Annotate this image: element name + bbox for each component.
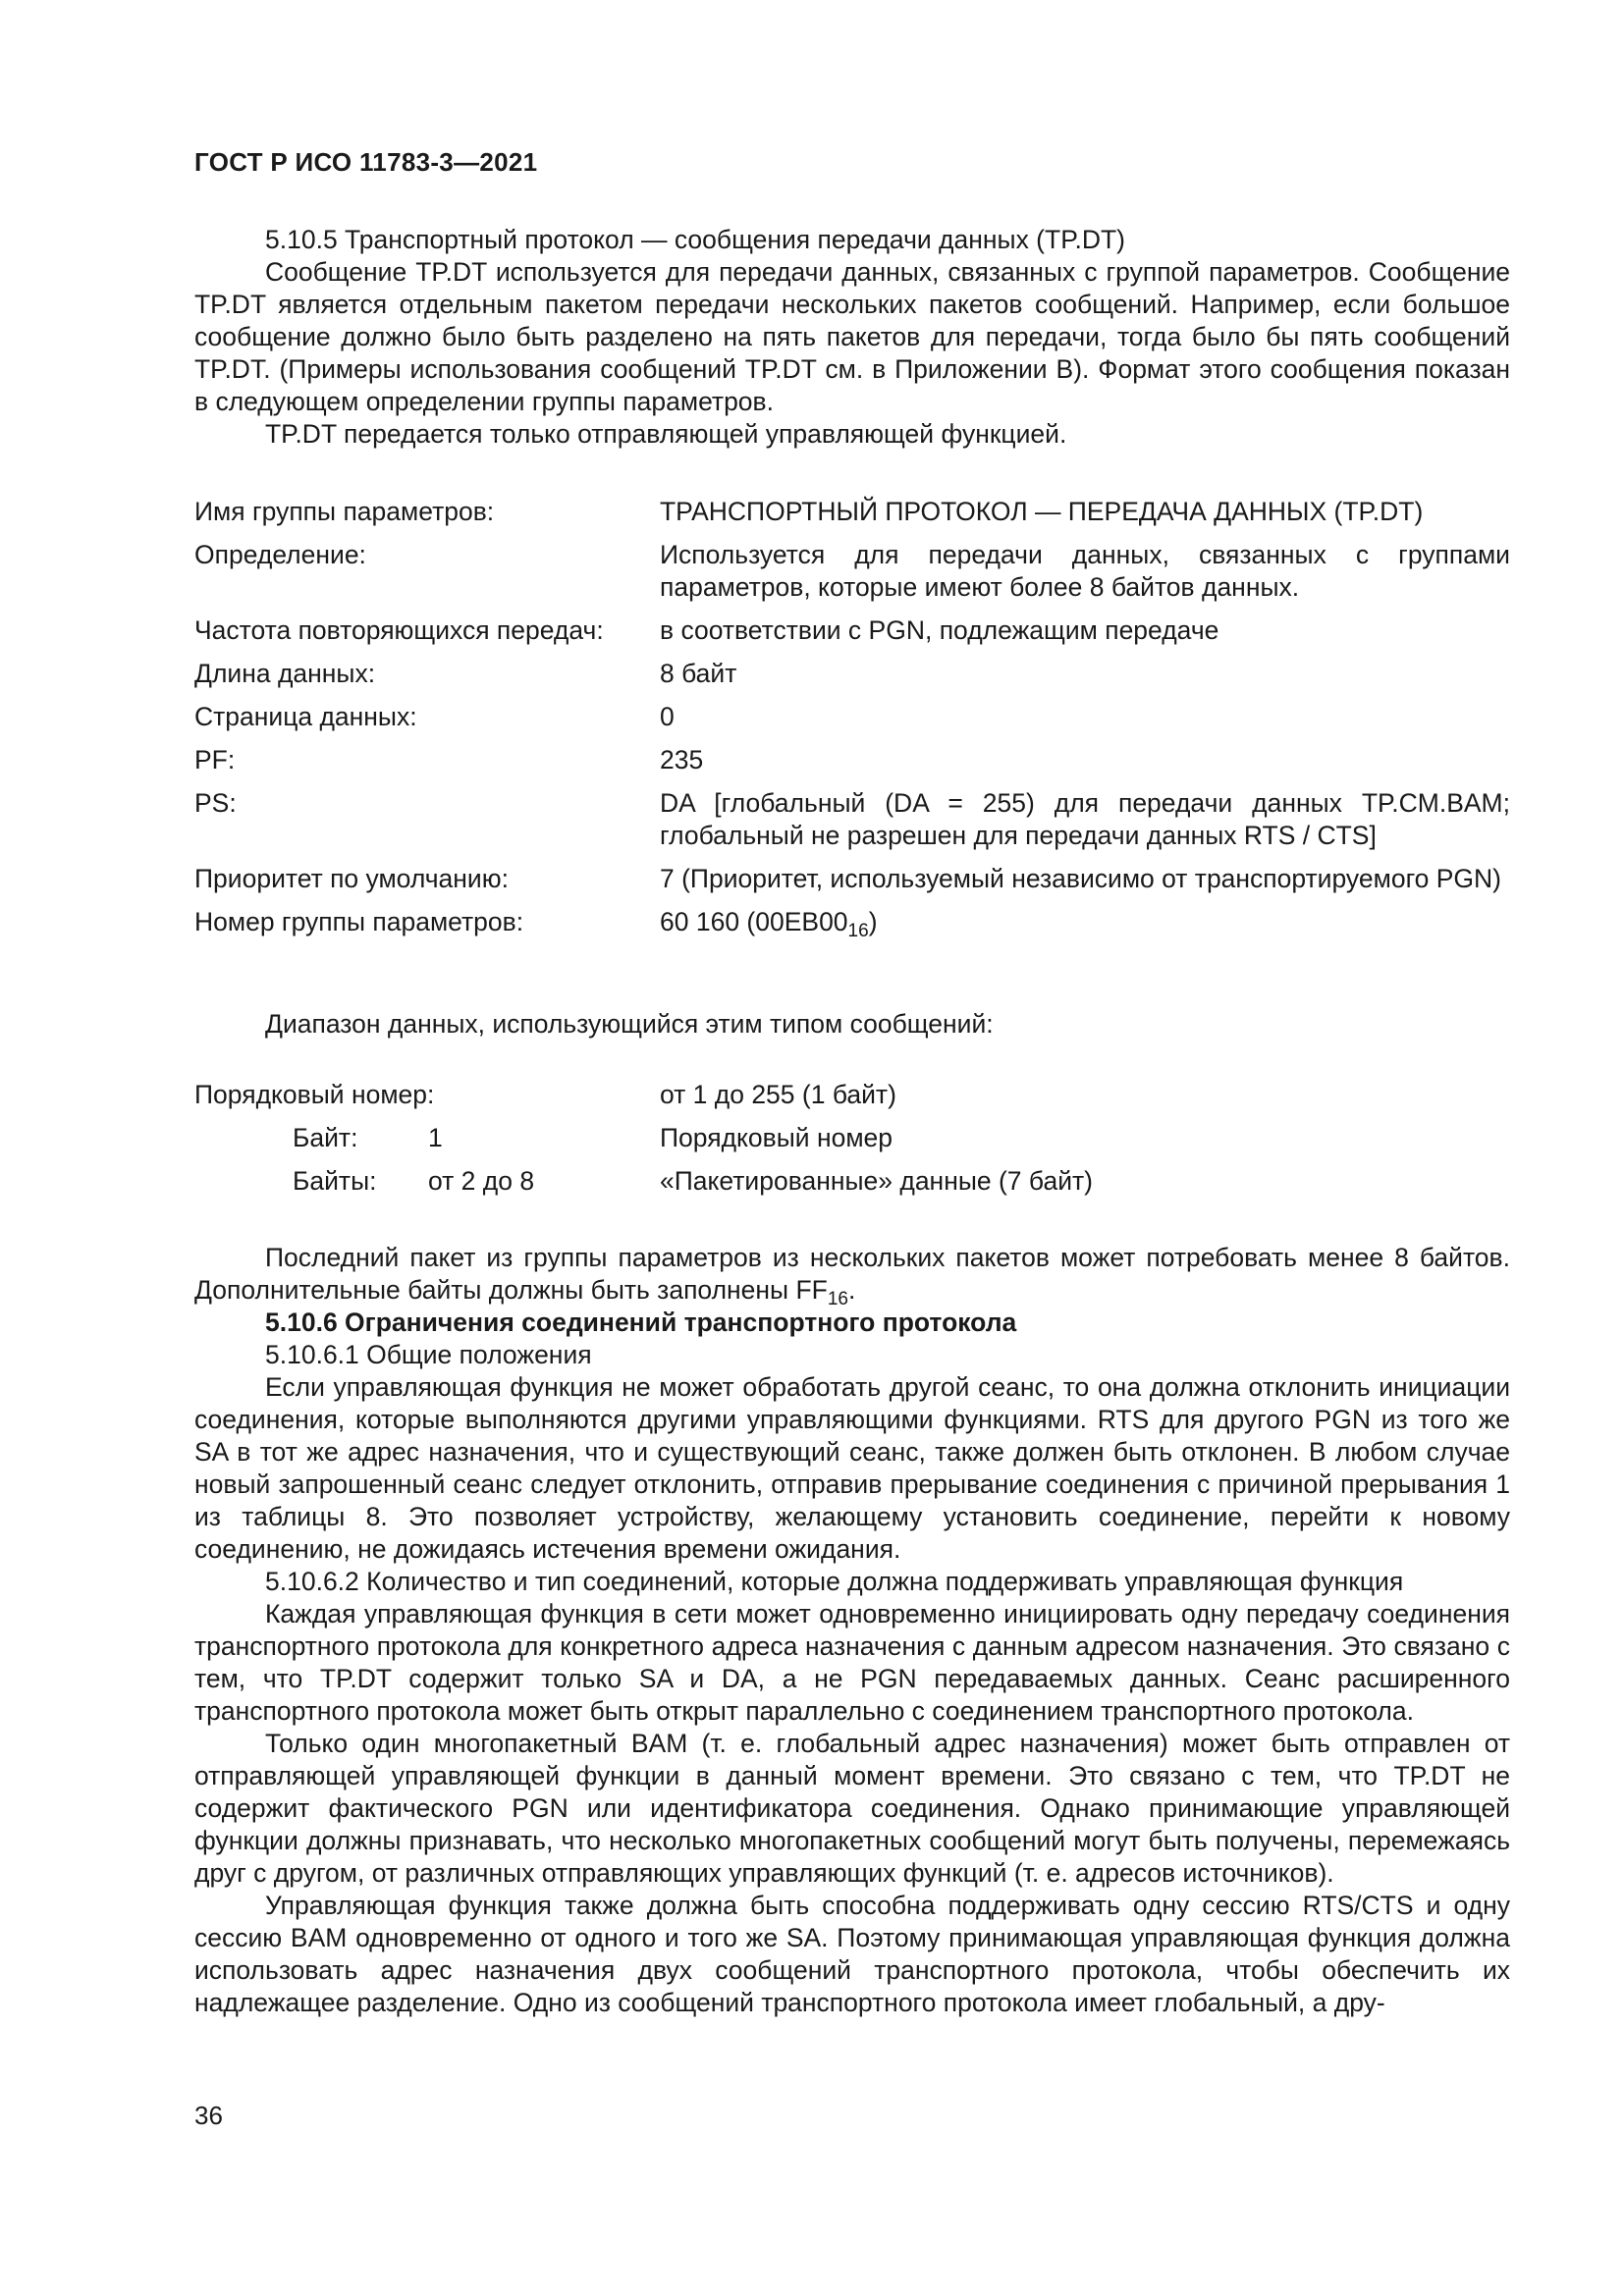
definition-value-pgn [660,906,1510,949]
document-header: ГОСТ Р ИСО 11783-3—2021 [194,147,538,177]
definition-key: Страница данных: [194,702,417,731]
definition-row [194,744,1510,787]
definition-value: в соответствии с PGN, подлежащим передаче [660,615,1219,645]
definition-row [194,614,1510,658]
paragraph-tpdt-sender: TP.DT передается только отправляющей управляющей функцией. [265,419,1067,449]
section-heading-5106: 5.10.6 Ограничения соединений транспортного протокола [265,1308,1017,1337]
definition-key: Приоритет по умолчанию: [194,864,509,893]
definition-key: Имя группы параметров: [194,497,495,526]
bytes-label: Байты: [293,1166,377,1196]
last-packet-tail: . [847,1275,856,1305]
definition-value: ТРАНСПОРТНЫЙ ПРОТОКОЛ — ПЕРЕДАЧА ДАННЫХ (TP.DT) [660,497,1424,526]
last-packet-text: Последний пакет из группы параметров из нескольких пакетов может потребовать менее 8 байтов. Дополнительные байты должны быть заполнены FF [194,1243,1510,1305]
definition-table [194,496,1510,949]
definition-key: Определение: [194,540,366,569]
pgn-number: 60 160 (00EB00 [660,907,848,936]
definition-key: PS: [194,788,237,818]
bytes-description: «Пакетированные» данные (7 байт) [660,1166,1093,1196]
definition-key: Длина данных: [194,659,376,688]
bytes-range: от 2 до 8 [428,1166,535,1196]
data-range-intro [194,1008,1510,1041]
definition-key: Номер группы параметров: [194,907,524,936]
definition-row [194,701,1510,744]
definition-row [194,658,1510,701]
definition-value: 7 (Приоритет, используемый независимо от транспортируемого PGN) [660,864,1502,893]
section-5105 [194,224,1510,451]
definition-row [194,496,1510,539]
data-range-row [194,1123,1510,1156]
definition-value: DA [глобальный (DA = 255) для передачи данных TP.CM.BAM; глобальный не разрешен для передачи данных RTS / CTS] [660,788,1510,850]
data-range-row [194,1166,1510,1200]
byte-number: 1 [428,1123,443,1152]
byte-label: Байт: [293,1123,358,1152]
pgn-closing: ) [868,907,878,936]
paragraph-51062-a: Каждая управляющая функция в сети может одновременно инициировать одну передачу соединения транспортного протокола для конкретного адреса назначения с данным адресом назначения. Это связано с тем, что TP.DT содержит только SA и DA, а не PGN передаваемых данных. Сеанс расширенного транспортного протокола может быть открыт параллельно с соединением транспортного протокола. [194,1599,1510,1726]
paragraph-51061: Если управляющая функция не может обработать другой сеанс, то она должна отклонить инициации соединения, которые выполняются другими управляющими функциями. RTS для другого PGN из того же SA в тот же адрес назначения, что и существующий сеанс, также должен быть отклонен. В любом случае новый запрошенный сеанс следует отклонить, отправив прерывание соединения с причиной прерывания 1 из таблицы 8. Это позволяет устройству, желающему установить соединение, перейти к новому соединению, не дожидаясь истечения времени ожидания. [194,1372,1510,1564]
definition-key: Частота повторяющихся передач: [194,615,604,645]
paragraph-51062-b: Только один многопакетный BAM (т. е. глобальный адрес назначения) может быть отправлен от отправляющей управляющей функции в данный момент времени. Это связано с тем, что TP.DT не содержит фактического PGN или идентификатора соединения. Однако принимающие управляющей функции должны признавать, что несколько многопакетных сообщений могут быть получены, перемежаясь друг с другом, от различных отправляющих управляющих функций (т. е. адресов источников). [194,1729,1510,1888]
definition-value: 8 байт [660,659,737,688]
section-heading-51062: 5.10.6.2 Количество и тип соединений, которые должна поддерживать управляющая функция [265,1567,1404,1596]
definition-row [194,863,1510,906]
definition-row-pgn [194,906,1510,949]
definition-row [194,787,1510,863]
pgn-subscript: 16 [847,921,869,941]
definition-value: 0 [660,702,675,731]
parameter-group-definition [194,496,1510,949]
sequence-label: Порядковый номер: [194,1080,435,1109]
section-heading-5105: 5.10.5 Транспортный протокол — сообщения передачи данных (TP.DT) [265,225,1125,254]
definition-key: PF: [194,745,236,774]
byte-description: Порядковый номер [660,1123,893,1152]
definition-value: Используется для передачи данных, связанных с группами параметров, которые имеют более 8 байтов данных. [660,540,1510,602]
sequence-value: от 1 до 255 (1 байт) [660,1080,896,1109]
section-heading-51061: 5.10.6.1 Общие положения [265,1340,592,1369]
last-packet-subscript: 16 [827,1289,848,1309]
definition-value: 235 [660,745,704,774]
paragraph-51062-c: Управляющая функция также должна быть способна поддерживать одну сессию RTS/CTS и одну сессию BAM одновременно от одного и того же SA. Поэтому принимающая управляющая функция должна использовать адрес назначения двух сообщений транспортного протокола, чтобы обеспечить их надлежащее разделение. Одно из сообщений транспортного протокола имеет глобальный, а дру- [194,1891,1510,2017]
data-range-row [194,1080,1510,1113]
data-range-intro-text: Диапазон данных, использующийся этим типом сообщений: [265,1009,994,1039]
definition-row [194,539,1510,614]
paragraph-tpdt-description: Сообщение TP.DT используется для передачи данных, связанных с группой параметров. Сообщение TP.DT является отдельным пакетом передачи нескольких пакетов сообщений. Например, если большое сообщение должно было быть разделено на пять пакетов для передачи, тогда было бы пять сообщений TP.DT. (Примеры использования сообщений TP.DT см. в Приложении В). Формат этого сообщения показан в следующем определении группы параметров. [194,257,1510,416]
paragraph-last-packet [194,1242,1510,1307]
page-number: 36 [194,2101,223,2130]
section-5106 [194,1242,1510,2019]
